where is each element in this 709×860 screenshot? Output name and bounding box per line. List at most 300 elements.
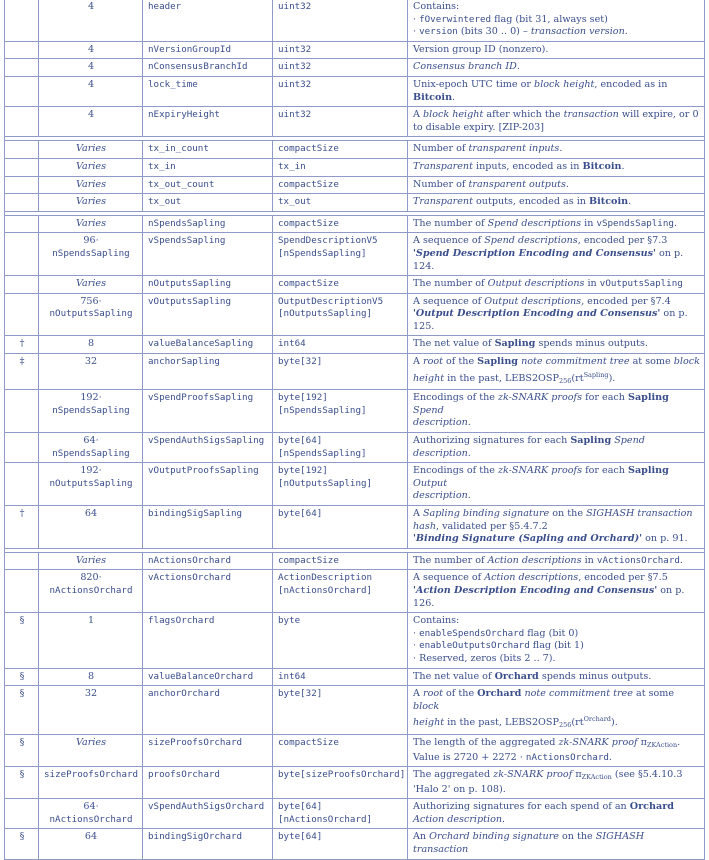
emphasis-text: Spend descriptions (487, 217, 582, 229)
code-text: vOutputsSapling (599, 278, 683, 290)
field-name-cell (143, 686, 273, 735)
data-type-cell (273, 734, 408, 766)
size-value: 32 (84, 356, 98, 368)
table-row (5, 506, 705, 549)
text: Encodings of the (413, 465, 498, 477)
flag-cell (5, 41, 39, 59)
text: of the (442, 356, 478, 368)
description-line (413, 769, 700, 784)
emphasis-text: zk-SNARK proofs (497, 392, 583, 404)
text: spends minus outputs. (538, 670, 652, 682)
flag-marker: § (19, 769, 25, 781)
description-cell (408, 829, 705, 859)
data-type-cell (273, 433, 408, 463)
description-line (413, 338, 700, 351)
size-value: 1 (87, 615, 95, 627)
text: · (413, 26, 420, 38)
flag-cell (5, 799, 39, 829)
field-name: header (148, 1, 182, 12)
size-cell (39, 390, 143, 433)
size-value: Varies (75, 143, 107, 155)
text: on p. 125. (413, 308, 688, 332)
emphasis-text: height (413, 717, 445, 729)
code-text: enableOutputsOrchard (419, 640, 530, 652)
data-type-cell (273, 215, 408, 233)
emphasis-text: block (413, 700, 440, 712)
flag-cell (5, 233, 39, 276)
flag-marker: § (19, 670, 25, 682)
size-value: nOutputsSapling (49, 308, 133, 320)
emphasis-text: description (413, 417, 468, 429)
flag-cell (5, 158, 39, 176)
data-type-cell (273, 107, 408, 137)
size-cell (39, 552, 143, 570)
description-line (413, 44, 700, 57)
data-type: compactSize (278, 736, 339, 748)
description-line (413, 161, 700, 174)
description-line (413, 615, 700, 628)
size-value: Varies (75, 196, 107, 208)
table-row (5, 276, 705, 294)
text: The aggregated (413, 769, 494, 781)
size-cell (39, 41, 143, 59)
flag-cell (5, 194, 39, 212)
data-type: [nSpendsSapling] (278, 247, 367, 259)
flag-marker: † (19, 338, 25, 350)
description-line (413, 628, 700, 641)
text: A sequence of (413, 235, 485, 247)
text: . (628, 196, 632, 208)
text: spends minus outputs. (535, 338, 648, 350)
field-name-cell (143, 194, 273, 212)
size-value: nSpendsSapling (52, 247, 130, 259)
description-line (413, 465, 700, 490)
size-cell (39, 0, 143, 41)
table-row (5, 552, 705, 570)
emphasis-text: root (422, 688, 443, 700)
description-line (413, 196, 700, 209)
text: . (608, 751, 612, 763)
description-line (413, 417, 700, 430)
text: The number of (413, 217, 488, 229)
text: 'Halo 2' on p. 108). (413, 783, 506, 795)
field-name: tx_out_count (148, 178, 215, 190)
size-value: 96· (83, 235, 99, 247)
emphasis-text: transaction version (530, 26, 625, 38)
description-line (413, 143, 700, 156)
field-name: anchorSapling (148, 356, 220, 368)
text: of the (442, 688, 478, 700)
emphasis-text: zk-SNARK proof (493, 769, 573, 781)
description-cell (408, 215, 705, 233)
emphasis-text: Action descriptions (484, 572, 579, 584)
description-line (413, 392, 700, 417)
field-name: vSpendAuthSigsOrchard (148, 801, 265, 813)
data-type-cell (273, 41, 408, 59)
text: in (581, 217, 597, 229)
description-line (413, 784, 700, 797)
size-value: Varies (75, 736, 107, 748)
flag-cell (5, 141, 39, 159)
description-line (413, 179, 700, 192)
data-type-cell (273, 613, 408, 668)
data-type: [nOutputsSapling] (278, 477, 373, 489)
field-name: proofsOrchard (148, 769, 220, 781)
description-cell (408, 293, 705, 336)
table-row (5, 390, 705, 433)
text: Number of (413, 143, 469, 155)
field-name: vSpendProofsSapling (148, 392, 254, 404)
field-name-cell (143, 433, 273, 463)
field-name-cell (143, 141, 273, 159)
field-name: tx_in_count (148, 143, 209, 155)
table-row (5, 293, 705, 336)
text: on the (549, 508, 587, 519)
field-name: nExpiryHeight (148, 109, 220, 121)
emphasis-text: Transparent (413, 196, 473, 208)
flag-cell (5, 59, 39, 77)
table-row (5, 734, 705, 766)
data-type-cell (273, 141, 408, 159)
data-type: uint32 (278, 1, 312, 12)
size-value: nActionsOrchard (49, 584, 133, 596)
emphasis-text: zk-SNARK proof (558, 736, 638, 748)
text: on p. 126. (413, 584, 685, 609)
field-name-cell (143, 463, 273, 506)
description-line (413, 555, 700, 568)
description-line (413, 640, 700, 653)
data-type: compactSize (278, 143, 339, 155)
field-name-cell (143, 336, 273, 354)
data-type-cell (273, 76, 408, 106)
emphasis-text: block (673, 356, 700, 368)
field-name-cell (143, 59, 273, 77)
emphasis-text: block height (422, 109, 484, 121)
flag-marker: ‡ (19, 356, 25, 368)
data-type: [nActionsOrchard] (278, 813, 373, 825)
text: · (413, 640, 420, 652)
table-row (5, 107, 705, 137)
flag-cell (5, 276, 39, 294)
data-type-cell (273, 59, 408, 77)
field-name-cell (143, 215, 273, 233)
description-cell (408, 0, 705, 41)
text: outputs, encoded as in (472, 196, 590, 208)
emphasis-text: Spend (413, 404, 444, 416)
transaction-format-table (4, 0, 705, 860)
field-name-cell (143, 767, 273, 799)
data-type: byte[64] (278, 831, 323, 843)
description-line (413, 653, 700, 666)
text: . (467, 490, 471, 502)
size-value: nSpendsSapling (52, 447, 130, 459)
field-name-cell (143, 233, 273, 276)
size-cell (39, 829, 143, 859)
description-line (413, 737, 700, 752)
description-cell (408, 41, 705, 59)
subscript: 256 (558, 721, 572, 730)
emphasis-text: Consensus branch ID (413, 61, 517, 73)
text: (see §5.4.10.3 (611, 769, 683, 781)
text: , encoded as in (594, 78, 668, 90)
text: ). (610, 717, 618, 729)
flag-cell (5, 552, 39, 570)
bold-text: Sapling (628, 465, 669, 477)
description-cell (408, 76, 705, 106)
data-type: compactSize (278, 217, 339, 229)
table-row (5, 194, 705, 212)
text: will expire, or 0 (618, 109, 699, 121)
text: The number of (413, 278, 488, 290)
emphasis-text: Spend description (413, 435, 645, 459)
emphasis-text: note commitment tree (521, 356, 630, 368)
table-row (5, 570, 705, 613)
text: Version group ID (nonzero). (413, 43, 549, 55)
emphasis-text: description (413, 490, 468, 502)
table-row (5, 767, 705, 799)
text: π (572, 769, 582, 781)
size-value: 64 (84, 831, 98, 843)
flag-marker: § (19, 688, 25, 700)
field-name-cell (143, 829, 273, 859)
field-name-cell (143, 506, 273, 549)
data-type: int64 (278, 670, 306, 682)
field-name-cell (143, 176, 273, 194)
data-type-cell (273, 668, 408, 686)
size-value: nActionsOrchard (49, 813, 133, 825)
description-line (413, 92, 700, 105)
data-type-cell (273, 194, 408, 212)
flag-cell (5, 107, 39, 137)
field-name: lock_time (148, 78, 198, 90)
data-type: tx_in (278, 160, 306, 172)
data-type: uint32 (278, 43, 312, 55)
description-line (413, 801, 700, 814)
data-type-cell (273, 463, 408, 506)
text: Number of (413, 178, 469, 190)
text: Encodings of the (413, 392, 498, 404)
size-value: 64· (83, 801, 99, 813)
size-value: nSpendsSapling (52, 404, 130, 416)
text: The net value of (413, 670, 495, 682)
size-cell (39, 613, 143, 668)
data-type: byte[32] (278, 688, 323, 700)
data-type: SpendDescriptionV5 (278, 235, 378, 247)
description-line (413, 109, 700, 122)
field-name-cell (143, 552, 273, 570)
data-type: [nSpendsSapling] (278, 404, 367, 416)
field-name-cell (143, 668, 273, 686)
field-name: bindingSigSapling (148, 508, 243, 519)
text: . (467, 447, 471, 459)
field-name: vActionsOrchard (148, 572, 231, 584)
emphasis-text: root (422, 356, 443, 368)
emphasis-text: block height (534, 78, 595, 90)
description-cell (408, 506, 705, 549)
data-type-cell (273, 506, 408, 549)
description-line (413, 369, 700, 388)
section-reference: 'Action Description Encoding and Consensus' (413, 584, 658, 596)
table-row (5, 829, 705, 859)
size-cell (39, 107, 143, 137)
data-type: byte[64] (278, 508, 323, 519)
flag-cell (5, 463, 39, 506)
flag-cell (5, 293, 39, 336)
emphasis-text: transaction (563, 109, 619, 121)
flag-cell (5, 613, 39, 668)
text: An (413, 831, 430, 843)
table-row (5, 668, 705, 686)
data-type-cell (273, 176, 408, 194)
bold-text: Sapling (628, 392, 669, 404)
size-cell (39, 276, 143, 294)
text: . (624, 26, 628, 38)
data-type-cell (273, 233, 408, 276)
bold-text: Sapling (477, 356, 518, 368)
data-type-cell (273, 354, 408, 390)
text: A (413, 508, 423, 519)
bold-text: Orchard (629, 801, 674, 813)
emphasis-text: SIGHASH transaction (413, 831, 645, 856)
field-name: tx_in (148, 160, 176, 172)
text: A sequence of (413, 572, 485, 584)
description-cell (408, 799, 705, 829)
text: . (677, 736, 681, 748)
description-line (413, 122, 700, 135)
field-name-cell (143, 276, 273, 294)
emphasis-text: transparent outputs (468, 178, 566, 190)
text: (bits 30 .. 0) – (457, 26, 531, 38)
size-value: 4 (87, 109, 95, 121)
description-line (413, 218, 700, 231)
data-type-cell (273, 552, 408, 570)
size-value: 64 (84, 508, 98, 519)
text: at some (632, 688, 675, 700)
description-cell (408, 233, 705, 276)
description-line (413, 508, 700, 521)
data-type-cell (273, 799, 408, 829)
text: in the past, LEBS2OSP (444, 372, 559, 384)
description-line (413, 713, 700, 732)
table-body (5, 0, 705, 859)
description-line (413, 1, 700, 14)
description-cell (408, 141, 705, 159)
text: Authorizing signatures for each spend of an (413, 801, 630, 813)
bold-text: Bitcoin (589, 196, 629, 208)
text: · (413, 13, 420, 25)
table-row (5, 41, 705, 59)
size-cell (39, 354, 143, 390)
table-row (5, 433, 705, 463)
size-value: Varies (75, 160, 107, 172)
size-value: Varies (75, 278, 107, 290)
text: in the past, LEBS2OSP (444, 717, 559, 729)
size-cell (39, 59, 143, 77)
field-name: nConsensusBranchId (148, 61, 248, 73)
size-value: 4 (87, 78, 95, 90)
size-cell (39, 506, 143, 549)
size-value: 4 (87, 43, 95, 55)
data-type: compactSize (278, 278, 339, 290)
description-cell (408, 613, 705, 668)
description-cell (408, 463, 705, 506)
text: , encoded per §7.4 (581, 295, 671, 307)
field-name-cell (143, 0, 273, 41)
data-type: byte[64] (278, 435, 323, 447)
bold-text: Sapling (494, 338, 536, 350)
text: Value is 2720 + 2272 · (413, 751, 526, 763)
data-type: byte (278, 615, 301, 627)
text: , encoded per §7.5 (578, 572, 668, 584)
size-cell (39, 158, 143, 176)
field-name-cell (143, 107, 273, 137)
flag-cell (5, 767, 39, 799)
description-cell (408, 686, 705, 735)
description-cell (408, 354, 705, 390)
size-value: nOutputsSapling (49, 477, 133, 489)
size-cell (39, 233, 143, 276)
size-cell (39, 767, 143, 799)
text: The length of the aggregated (413, 736, 559, 748)
flag-cell (5, 734, 39, 766)
table-row (5, 354, 705, 390)
size-cell (39, 194, 143, 212)
field-name: nSpendsSapling (148, 217, 226, 229)
text: flag (bit 31, always set) (491, 13, 608, 25)
description-cell (408, 194, 705, 212)
description-line (413, 356, 700, 369)
data-type-cell (273, 686, 408, 735)
text: at some (629, 356, 674, 368)
table-row (5, 0, 705, 41)
flag-cell (5, 686, 39, 735)
code-text: nActionsOrchard (525, 751, 609, 763)
text: A (413, 109, 423, 121)
size-value: 8 (87, 670, 95, 682)
text: Unix-epoch UTC time or (413, 78, 535, 90)
code-text: version (419, 26, 458, 38)
data-type: OutputDescriptionV5 (278, 295, 384, 307)
text: , validated per §5.4.7.2 (436, 520, 548, 532)
data-type: byte[32] (278, 356, 323, 368)
data-type: [nActionsOrchard] (278, 584, 373, 596)
description-cell (408, 176, 705, 194)
size-value: Varies (75, 217, 107, 229)
description-line (413, 521, 700, 534)
field-name-cell (143, 354, 273, 390)
description-cell (408, 570, 705, 613)
emphasis-text: note commitment tree (524, 688, 633, 700)
bold-text: Sapling (570, 435, 612, 447)
flag-cell (5, 336, 39, 354)
description-line (413, 585, 700, 610)
table-row (5, 233, 705, 276)
section-reference: 'Output Description Encoding and Consensus' (413, 308, 661, 320)
field-name-cell (143, 76, 273, 106)
subscript: ZKAction (646, 740, 678, 749)
field-name: nActionsOrchard (148, 554, 231, 566)
emphasis-text: Spend descriptions (484, 235, 578, 247)
field-name: vOutputProofsSapling (148, 465, 259, 477)
table-row (5, 336, 705, 354)
field-name: vSpendsSapling (148, 235, 226, 247)
table-row (5, 686, 705, 735)
description-line (413, 814, 700, 827)
text: π (637, 736, 647, 748)
text: on the (558, 831, 596, 843)
emphasis-text: zk-SNARK proofs (497, 465, 583, 477)
flag-marker: § (19, 615, 25, 627)
